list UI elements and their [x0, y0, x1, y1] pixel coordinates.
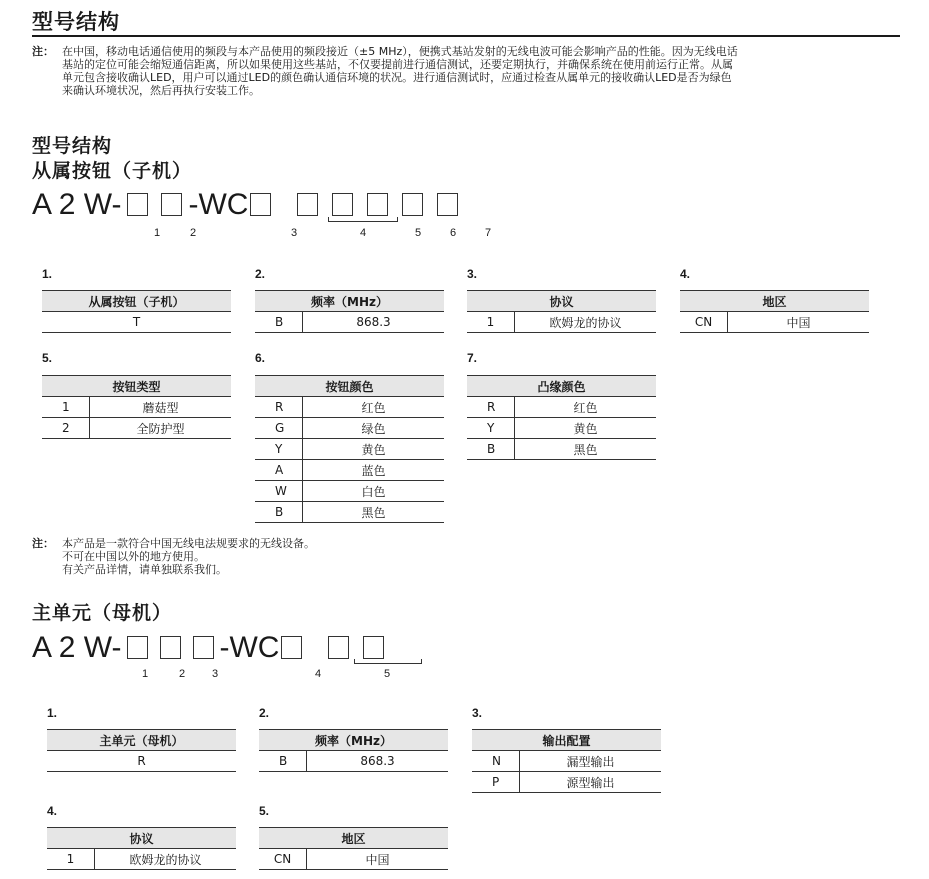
code-box [127, 636, 148, 659]
code-box [161, 193, 182, 216]
table-number: 3. [472, 706, 483, 720]
table-cell-value: 蘑菇型 [90, 397, 232, 418]
table-number: 5. [42, 351, 53, 365]
table-cell-value: 中国 [307, 849, 449, 870]
table-number: 7. [467, 351, 478, 365]
table-cell-value: 源型输出 [520, 772, 662, 793]
frequency-table [255, 290, 444, 333]
slave-button-table [42, 290, 231, 333]
table-cell-code: R [255, 397, 303, 418]
table-header: 频率（MHz） [259, 730, 448, 751]
master-frequency-table [259, 729, 448, 772]
table-cell-code: G [255, 418, 303, 439]
table-cell-code: CN [680, 312, 728, 333]
region-table [680, 290, 869, 333]
code-box [127, 193, 148, 216]
table-number: 3. [467, 267, 478, 281]
table-header: 从属按钮（子机） [42, 291, 231, 312]
table-number: 5. [259, 804, 270, 818]
model-prefix: A 2 W- [32, 188, 122, 221]
table-header: 频率（MHz） [255, 291, 444, 312]
table-cell-value: 红色 [515, 397, 657, 418]
table-cell-value: 868.3 [303, 312, 445, 333]
slave-title: 从属按钮（子机） [32, 160, 193, 182]
position-digit: 5 [415, 227, 422, 239]
table-cell-value: 868.3 [307, 751, 449, 772]
note-line: 本产品是一款符合中国无线电法规要求的无线设备。 [62, 537, 315, 550]
table-cell-code: B [467, 439, 515, 460]
table-header: 协议 [467, 291, 656, 312]
section-title: 型号结构 [32, 135, 113, 157]
table-cell-value: 白色 [303, 481, 445, 502]
table-cell-code: R [467, 397, 515, 418]
table-cell-value: 红色 [303, 397, 445, 418]
table-number: 2. [255, 267, 266, 281]
code-box [363, 636, 384, 659]
button-color-table [255, 375, 444, 523]
position-digit: 3 [291, 227, 298, 239]
table-cell-value: 黄色 [303, 439, 445, 460]
position-digit: 4 [315, 668, 322, 680]
code-box [328, 636, 349, 659]
middle-note [32, 537, 452, 579]
code-box [250, 193, 271, 216]
table-cell-code: P [472, 772, 520, 793]
table-cell-code: B [259, 751, 307, 772]
code-box [160, 636, 181, 659]
output-config-table [472, 729, 661, 793]
note-line: 有关产品详情，请单独联系我们。 [62, 563, 227, 576]
table-header: 按钮类型 [42, 376, 231, 397]
table-header: 协议 [47, 828, 236, 849]
table-cell-code: B [255, 312, 303, 333]
table-cell-value: 黑色 [515, 439, 657, 460]
table-cell-value: 蓝色 [303, 460, 445, 481]
table-number: 1. [42, 267, 53, 281]
page-title: 型号结构 [32, 10, 120, 34]
code-box [281, 636, 302, 659]
table-header: 地区 [680, 291, 869, 312]
group-bracket [354, 659, 422, 664]
model-prefix: A 2 W- [32, 631, 122, 664]
table-cell-value: 漏型输出 [520, 751, 662, 772]
position-digit: 2 [190, 227, 197, 239]
table-cell-code: 1 [47, 849, 95, 870]
top-note [32, 45, 902, 101]
master-title: 主单元（母机） [32, 602, 173, 624]
master-model-code [32, 631, 384, 665]
note-line: 来确认环境状况，然后再执行安装工作。 [62, 84, 260, 97]
model-mid: -WC [188, 188, 249, 221]
note-line: 不可在中国以外的地方使用。 [62, 550, 205, 563]
position-digit: 1 [154, 227, 161, 239]
position-digit: 4 [360, 227, 367, 239]
code-box [402, 193, 423, 216]
model-mid: -WC [219, 631, 280, 664]
table-cell-code: W [255, 481, 303, 502]
table-cell-value: 欧姆龙的协议 [95, 849, 237, 870]
note-line: 在中国，移动电话通信使用的频段与本产品使用的频段接近（±5 MHz），便携式基站发射的无线电波可能会影响产品的性能。因为无线电话 [62, 45, 738, 58]
table-cell-code: B [255, 502, 303, 523]
position-digit: 1 [142, 668, 149, 680]
table-header: 地区 [259, 828, 448, 849]
table-cell-code: CN [259, 849, 307, 870]
code-box [332, 193, 353, 216]
button-type-table [42, 375, 231, 439]
table-cell-value: 全防护型 [90, 418, 232, 439]
protocol-table [467, 290, 656, 333]
table-cell-code: Y [467, 418, 515, 439]
master-region-table [259, 827, 448, 870]
position-digit: 7 [485, 227, 492, 239]
table-header: 输出配置 [472, 730, 661, 751]
code-box [367, 193, 388, 216]
table-cell-code: 1 [42, 397, 90, 418]
table-cell-code: 2 [42, 418, 90, 439]
table-cell-code: N [472, 751, 520, 772]
table-header: 主单元（母机） [47, 730, 236, 751]
note-line: 单元包含接收确认LED，用户可以通过LED的颜色确认通信环境的状况。进行通信测试时，应通过检查从属单元的接收确认LED是否为绿色 [62, 71, 732, 84]
position-digit: 2 [179, 668, 186, 680]
code-box [437, 193, 458, 216]
table-cell-value: R [47, 751, 236, 772]
table-cell-value: 中国 [728, 312, 870, 333]
table-header: 凸缘颜色 [467, 376, 656, 397]
table-header: 按钮颜色 [255, 376, 444, 397]
code-box [193, 636, 214, 659]
flange-color-table [467, 375, 656, 460]
note-label: 注： [32, 45, 54, 58]
position-digit: 6 [450, 227, 457, 239]
table-cell-code: Y [255, 439, 303, 460]
position-digit: 5 [384, 668, 391, 680]
group-bracket [328, 217, 398, 222]
position-digit: 3 [212, 668, 219, 680]
note-label: 注： [32, 537, 54, 550]
table-number: 6. [255, 351, 266, 365]
master-protocol-table [47, 827, 236, 870]
table-cell-value: 黑色 [303, 502, 445, 523]
table-number: 4. [47, 804, 58, 818]
table-number: 2. [259, 706, 270, 720]
master-unit-table [47, 729, 236, 772]
table-number: 4. [680, 267, 691, 281]
table-cell-value: 欧姆龙的协议 [515, 312, 657, 333]
table-cell-value: T [42, 312, 231, 333]
table-cell-value: 绿色 [303, 418, 445, 439]
table-cell-value: 黄色 [515, 418, 657, 439]
table-cell-code: A [255, 460, 303, 481]
title-divider [32, 35, 900, 37]
code-box [297, 193, 318, 216]
table-cell-code: 1 [467, 312, 515, 333]
note-line: 基站的定位可能会缩短通信距离，所以如果使用这些基站，不仅要提前进行通信测试，还要定期执行，并确保系统在使用前运行正常。从属 [62, 58, 733, 71]
table-number: 1. [47, 706, 58, 720]
